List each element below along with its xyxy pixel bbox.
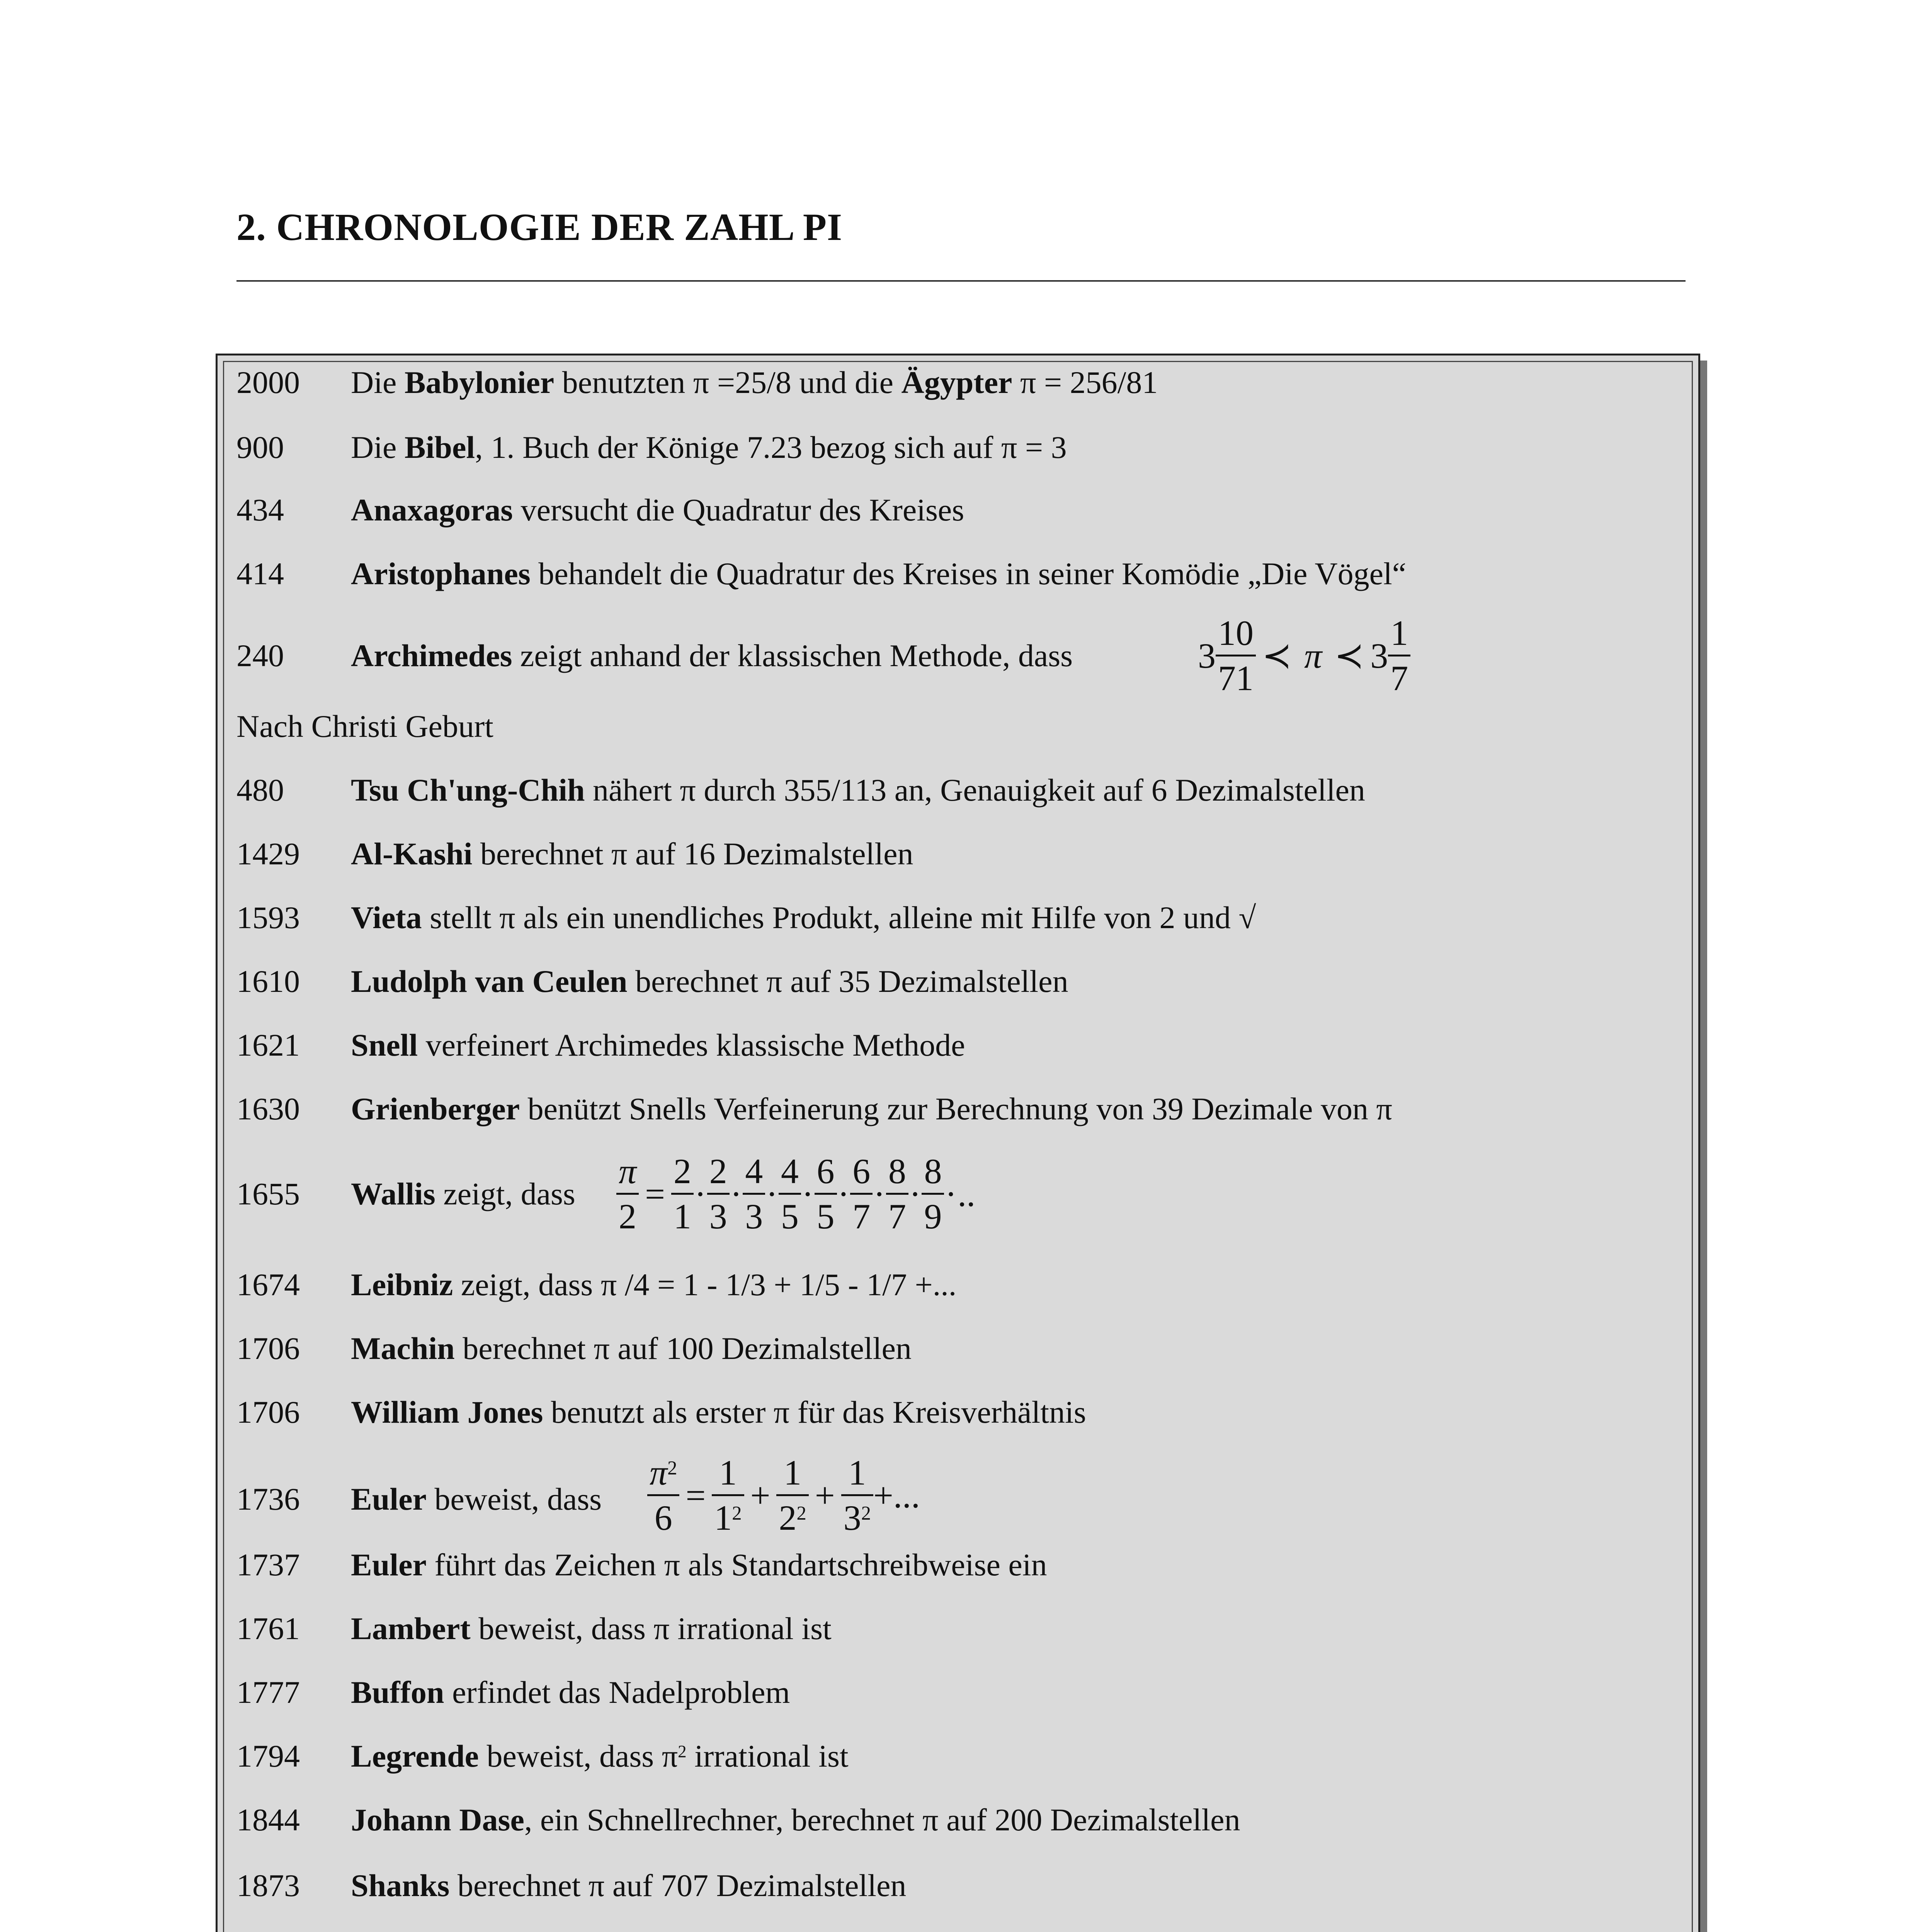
fraction-numerator: 2 <box>671 1150 694 1195</box>
pi-symbol: π <box>650 1453 668 1492</box>
entry-name: Euler <box>351 1547 427 1582</box>
entry-description: führt das Zeichen π als Standartschreibweise ein <box>426 1547 1047 1582</box>
fraction-numerator: 2 <box>707 1150 730 1195</box>
entry-text <box>351 1801 1240 1839</box>
entry-name: Aristophanes <box>351 556 531 591</box>
fraction-numerator: 6 <box>850 1150 873 1195</box>
precedes-symbol: ≺ <box>1262 636 1292 675</box>
entry-text <box>351 554 1406 593</box>
entry-name: Legrende <box>351 1738 479 1774</box>
entry-year: 414 <box>236 556 284 591</box>
entry-description: berechnet π auf 35 Dezimalstellen <box>627 964 1068 999</box>
title-divider <box>236 280 1686 282</box>
multiply-dot: · <box>837 1174 850 1214</box>
entry-text <box>236 707 493 746</box>
fraction-numerator: 4 <box>779 1150 801 1195</box>
fraction-numerator: 1 <box>841 1451 873 1496</box>
fraction <box>776 1451 808 1539</box>
fraction-denominator: 5 <box>816 1197 835 1236</box>
entry-text <box>351 491 964 529</box>
section-label: Nach Christi Geburt <box>236 709 493 744</box>
base: 3 <box>843 1498 861 1537</box>
whole-part: 3 <box>1370 636 1388 675</box>
fraction <box>850 1150 873 1238</box>
plus-sign: + <box>750 1475 771 1515</box>
fraction <box>1216 611 1256 700</box>
fraction-denominator: 7 <box>888 1197 906 1236</box>
entry-name: Ludolph van Ceulen <box>351 964 628 999</box>
exponent: 2 <box>732 1502 742 1524</box>
fraction <box>647 1451 679 1539</box>
entry-description: zeigt anhand der klassischen Methode, dass <box>512 638 1073 673</box>
fraction-numerator: 8 <box>886 1150 908 1195</box>
exponent: 2 <box>861 1502 871 1524</box>
fraction <box>616 1150 639 1238</box>
entry-year: 1621 <box>236 1027 300 1063</box>
entry-year: 1429 <box>236 836 300 871</box>
entry-year: 2000 <box>236 365 300 400</box>
entry-description: berechnet π auf 100 Dezimalstellen <box>454 1331 912 1366</box>
fraction-numerator: π <box>616 1150 639 1195</box>
entry-year: 1737 <box>236 1547 300 1582</box>
multiply-dot: · <box>945 1174 957 1214</box>
precedes-symbol: ≺ <box>1334 636 1364 675</box>
entry-middle: benutzten π =25/8 und die <box>554 365 902 400</box>
entry-description: , ein Schnellrechner, berechnet π auf 200 Dezimalstellen <box>524 1802 1240 1837</box>
fraction-numerator: 8 <box>922 1150 944 1195</box>
fraction <box>671 1150 694 1238</box>
fraction-denominator: 1 <box>673 1197 691 1236</box>
fraction <box>886 1150 908 1238</box>
fraction-numerator: 10 <box>1216 611 1256 656</box>
multiply-dot: · <box>801 1174 814 1214</box>
fraction-denominator: 6 <box>654 1498 672 1537</box>
entry-description: versucht die Quadratur des Kreises <box>513 492 964 527</box>
entry-text <box>351 1329 912 1368</box>
entry-name: Ägypter <box>901 365 1012 400</box>
entry-year: 1706 <box>236 1395 300 1430</box>
entry-prefix: Die <box>351 430 405 465</box>
fraction-numerator: 1 <box>776 1451 808 1496</box>
fraction-denominator <box>712 1496 744 1539</box>
entry-name: Bibel <box>404 430 475 465</box>
entry-description: , 1. Buch der Könige 7.23 bezog sich auf π = 3 <box>475 430 1067 465</box>
entry-year: 1736 <box>236 1481 300 1517</box>
fraction-denominator: 3 <box>745 1197 763 1236</box>
entry-text <box>351 1265 956 1304</box>
entry-year <box>236 1930 300 1932</box>
entry-description: beweist, dass π irrational ist <box>470 1611 832 1646</box>
fraction <box>841 1451 873 1539</box>
entry-year: 1844 <box>236 1802 300 1837</box>
entry-year: 480 <box>236 772 284 808</box>
entry-text <box>351 898 1256 937</box>
fraction-denominator <box>776 1496 808 1539</box>
entry-description: stellt π als ein unendliches Produkt, alleine mit Hilfe von 2 und √ <box>422 900 1256 935</box>
euler-basel-sum <box>647 1451 920 1539</box>
fraction <box>743 1150 765 1238</box>
entry-name: Tsu Ch'ung-Chih <box>351 772 585 808</box>
entry-name: Euler <box>351 1481 427 1517</box>
fraction-denominator: 7 <box>1390 658 1408 698</box>
entry-text <box>351 428 1067 467</box>
entry-description: erfindet das Nadelproblem <box>444 1675 790 1710</box>
entry-description: berechnet π auf 707 Dezimalstellen <box>449 1868 907 1903</box>
entry-text <box>351 636 1073 675</box>
entry-description-tail: irrational ist <box>686 1738 849 1774</box>
entry-year: 900 <box>236 430 284 465</box>
entry-text <box>351 771 1365 810</box>
entry-text <box>351 1609 832 1648</box>
entry-description: verfeinert Archimedes klassische Methode <box>418 1027 965 1063</box>
exponent: 2 <box>796 1502 806 1524</box>
entry-text <box>351 1480 602 1519</box>
entry-name: Machin <box>351 1331 455 1366</box>
entry-text <box>351 1026 965 1065</box>
entry-name: Leibniz <box>351 1267 453 1302</box>
entry-name: Lambert <box>351 1611 471 1646</box>
ellipsis: .. <box>958 1174 976 1214</box>
multiply-dot: · <box>873 1174 885 1214</box>
equals-sign: = <box>645 1174 665 1214</box>
equals-sign: = <box>685 1475 706 1515</box>
archimedes-inequality <box>1198 611 1410 700</box>
entry-description: nähert π durch 355/113 an, Genauigkeit auf 6 Dezimalstellen <box>585 772 1365 808</box>
entry-name: Shanks <box>351 1868 450 1903</box>
multiply-dot: · <box>694 1174 706 1214</box>
whole-part: 3 <box>1198 636 1216 675</box>
entry-name: Babylonier <box>404 365 555 400</box>
fraction <box>779 1150 801 1238</box>
fraction-denominator: 5 <box>781 1197 799 1236</box>
entry-name: William Jones <box>351 1395 543 1430</box>
entry-year: 1630 <box>236 1091 300 1126</box>
entry-year: 1761 <box>236 1611 300 1646</box>
entry-description: beweist, dass π <box>479 1738 678 1774</box>
ellipsis: +... <box>873 1475 920 1515</box>
entry-year: 1610 <box>236 964 300 999</box>
fraction-denominator: 71 <box>1218 658 1254 698</box>
entry-text <box>351 363 1158 402</box>
entry-name: Al-Kashi <box>351 836 473 871</box>
entry-year: 1706 <box>236 1331 300 1366</box>
entry-text <box>351 1866 906 1905</box>
entry-description: benützt Snells Verfeinerung zur Berechnung von 39 Dezimale von π <box>520 1091 1392 1126</box>
entry-text <box>351 1737 849 1776</box>
entry-text <box>351 1393 1086 1432</box>
entry-description: π = 256/81 <box>1012 365 1158 400</box>
fraction <box>1388 611 1410 700</box>
entry-prefix: Die <box>351 365 405 400</box>
entry-year: 240 <box>236 638 284 673</box>
entry-description: zeigt, dass <box>435 1176 575 1211</box>
page-title: 2. CHRONOLOGIE DER ZAHL PI <box>236 206 842 248</box>
entry-year: 1655 <box>236 1176 300 1211</box>
entry-name: Vieta <box>351 900 422 935</box>
entry-year: 1777 <box>236 1675 300 1710</box>
fraction <box>922 1150 944 1238</box>
entry-description: berechnet π auf 16 Dezimalstellen <box>472 836 913 871</box>
entry-text <box>351 1090 1392 1128</box>
base: 2 <box>779 1498 797 1537</box>
fraction <box>712 1451 744 1539</box>
entry-text <box>351 1673 790 1712</box>
multiply-dot: · <box>909 1174 921 1214</box>
entry-text <box>351 1930 958 1932</box>
entry-name: Johann Dase <box>351 1802 524 1837</box>
entry-name: Grienberger <box>351 1091 520 1126</box>
pi-symbol: π <box>1304 636 1322 675</box>
fraction <box>707 1150 730 1238</box>
entry-description: beweist, dass <box>426 1481 602 1517</box>
fraction-denominator: 3 <box>709 1197 727 1236</box>
entry-text <box>351 962 1068 1001</box>
entry-year: 434 <box>236 492 284 527</box>
fraction-denominator: 9 <box>924 1197 942 1236</box>
entry-text <box>351 1175 575 1213</box>
entry-name: Wallis <box>351 1176 435 1211</box>
entry-description: benutzt als erster π für das Kreisverhältnis <box>543 1395 1086 1430</box>
fraction-numerator: 4 <box>743 1150 765 1195</box>
entry-name: Snell <box>351 1027 418 1063</box>
entry-year: 1873 <box>236 1868 300 1903</box>
entry-year: 1593 <box>236 900 300 935</box>
fraction-denominator: 7 <box>852 1197 871 1236</box>
fraction-denominator: 2 <box>619 1197 637 1236</box>
entry-text <box>351 1546 1047 1584</box>
fraction-numerator <box>647 1451 679 1496</box>
entry-text <box>351 835 913 873</box>
entry-name: Anaxagoras <box>351 492 513 527</box>
entry-description: zeigt, dass π /4 = 1 - 1/3 + 1/5 - 1/7 +... <box>453 1267 957 1302</box>
exponent: 2 <box>667 1457 677 1479</box>
wallis-product <box>616 1150 975 1238</box>
fraction-denominator <box>841 1496 873 1539</box>
fraction-numerator: 6 <box>815 1150 837 1195</box>
multiply-dot: · <box>730 1174 742 1214</box>
entry-name: Archimedes <box>351 638 512 673</box>
multiply-dot: · <box>766 1174 778 1214</box>
entry-description: behandelt die Quadratur des Kreises in seiner Komödie „Die Vögel“ <box>530 556 1407 591</box>
fraction <box>815 1150 837 1238</box>
fraction-numerator: 1 <box>712 1451 744 1496</box>
plus-sign: + <box>815 1475 835 1515</box>
base: 1 <box>714 1498 732 1537</box>
entry-year: 1794 <box>236 1738 300 1774</box>
entry-superscript: 2 <box>678 1742 687 1761</box>
entry-name: Buffon <box>351 1675 444 1710</box>
fraction-numerator: 1 <box>1388 611 1410 656</box>
entry-year: 1674 <box>236 1267 300 1302</box>
